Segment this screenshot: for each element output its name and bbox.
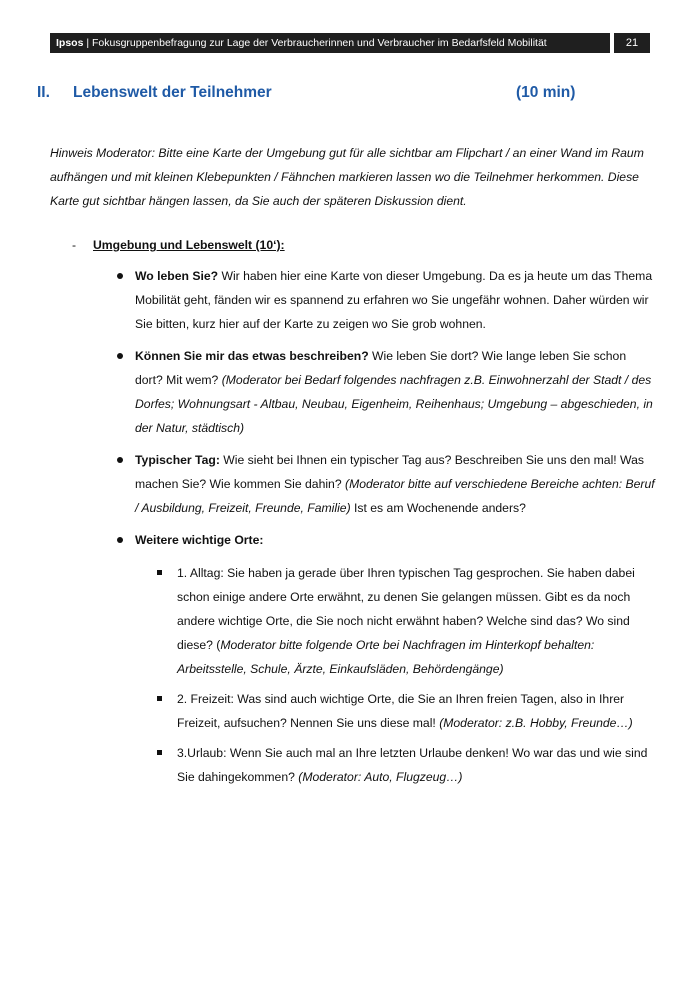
page-number: 21 xyxy=(614,33,650,53)
bullet-icon xyxy=(117,273,123,279)
question-lead: Können Sie mir das etwas beschreiben? xyxy=(135,349,369,363)
running-header xyxy=(50,33,610,53)
header-title: Fokusgruppenbefragung zur Lage der Verbraucherinnen und Verbraucher im Bedarfsfeld Mobilität xyxy=(92,37,547,49)
section-heading xyxy=(37,84,597,106)
square-bullet-icon xyxy=(157,570,162,575)
moderator-instruction: (Moderator: z.B. Hobby, Freunde…) xyxy=(439,716,633,730)
section-duration: (10 min) xyxy=(516,84,576,101)
places-item xyxy=(157,561,655,681)
places-list xyxy=(157,561,655,789)
question-item xyxy=(115,264,655,336)
question-text: Wie leben Sie dort? Wie lange leben Sie schon dort? Mit wem? xyxy=(135,349,627,387)
question-item xyxy=(115,344,655,440)
moderator-note: Hinweis Moderator: Bitte eine Karte der Umgebung gut für alle sichtbar am Flipchart / an einer Wand im Raum aufhängen und mit kleinen Klebepunkten / Fähnchen markieren lassen wo die Teilnehmer herkommen. Diese Karte gut sichtbar hängen lassen, da Sie auch der späteren Diskussion dient. xyxy=(50,146,644,208)
moderator-instruction: (Moderator bei Bedarf folgendes nachfragen z.B. Einwohnerzahl der Stadt / des Dorfes; Wohnungsart - Altbau, Neubau, Eigenheim, Reihenhaus; Umgebung – abgeschieden, in der Natur, städtisch) xyxy=(135,373,653,435)
moderator-instruction: (Moderator: Auto, Flugzeug…) xyxy=(298,770,463,784)
subsection-label: Umgebung und Lebenswelt (10‘): xyxy=(93,238,285,252)
subsection-dash: - xyxy=(72,238,77,252)
question-list xyxy=(115,264,655,797)
bullet-icon xyxy=(117,537,123,543)
question-lead: Wo leben Sie? xyxy=(135,269,219,283)
question-lead: Weitere wichtige Orte: xyxy=(135,533,264,547)
places-text: 2. Freizeit: Was sind auch wichtige Orte, die Sie an Ihren freien Tagen, also in Ihrer Freizeit, aufsuchen? Nennen Sie uns diese mal! xyxy=(177,692,625,730)
question-followup: Ist es am Wochenende anders? xyxy=(350,501,526,515)
section-number: II. xyxy=(37,84,50,101)
header-brand: Ipsos xyxy=(56,37,84,49)
section-title: Lebenswelt der Teilnehmer xyxy=(73,84,272,101)
moderator-instruction: (Moderator bitte auf verschiedene Bereiche achten: Beruf / Ausbildung, Freizeit, Freunde, Familie) xyxy=(135,477,655,515)
square-bullet-icon xyxy=(157,750,162,755)
moderator-instruction: Moderator bitte folgende Orte bei Nachfragen im Hinterkopf behalten: Arbeitsstelle, Schule, Ärzte, Einkaufsläden, Behördengänge) xyxy=(177,638,595,676)
bullet-icon xyxy=(117,353,123,359)
bullet-icon xyxy=(117,457,123,463)
question-text: Wie sieht bei Ihnen ein typischer Tag aus? Beschreiben Sie uns den mal! Was machen Sie? Wie kommen Sie dahin? xyxy=(135,453,644,491)
question-item xyxy=(115,528,655,789)
question-item xyxy=(115,448,655,520)
square-bullet-icon xyxy=(157,696,162,701)
question-text: Wir haben hier eine Karte von dieser Umgebung. Da es ja heute um das Thema Mobilität geht, fänden wir es spannend zu erfahren wo Sie ungefähr wohnen. Daher würden wir Sie bitten, kurz hier auf der Karte zu zeigen wo Sie grob wohnen. xyxy=(135,269,653,331)
places-item xyxy=(157,687,655,735)
question-lead: Typischer Tag: xyxy=(135,453,220,467)
places-item xyxy=(157,741,655,789)
places-text: 1. Alltag: Sie haben ja gerade über Ihren typischen Tag gesprochen. Sie haben dabei schon einige andere Orte erwähnt, zu denen Sie gelangen müssen. Gibt es da noch andere wichtige Orte, die Sie noch nicht erwähnt haben? Welche sind das? Wo sind diese? ( xyxy=(177,566,635,652)
header-separator: | xyxy=(83,37,92,49)
places-text: 3.Urlaub: Wenn Sie auch mal an Ihre letzten Urlaube denken! Wo war das und wie sind Sie dahingekommen? xyxy=(177,746,648,784)
